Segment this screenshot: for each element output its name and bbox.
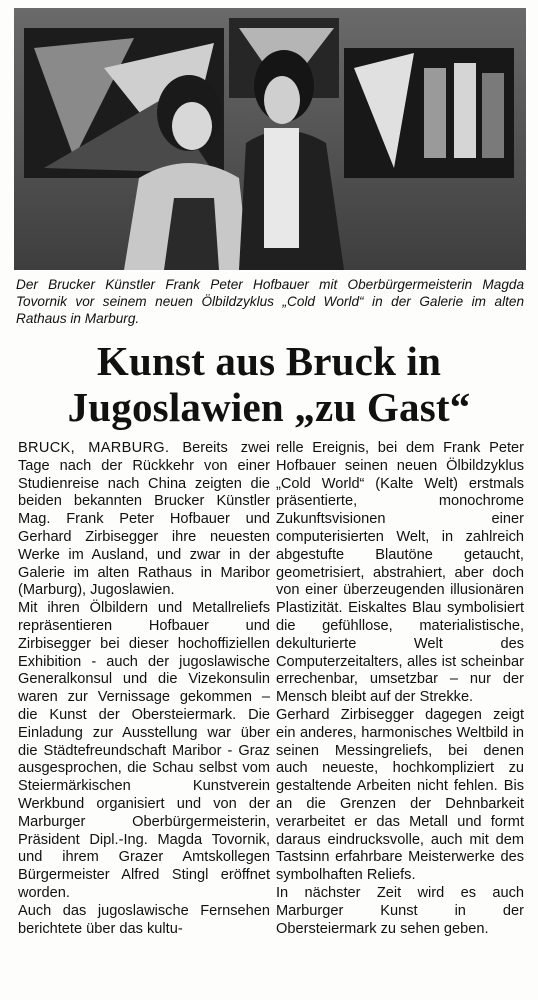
article-paragraph: In nächster Zeit wird es auch Marburger Kunst in der Obersteiermark zu sehen geben. — [276, 884, 524, 937]
article-headline — [0, 338, 538, 430]
headline-line-1: Kunst aus Bruck in — [96, 338, 442, 384]
article-photo — [14, 8, 526, 270]
dateline: BRUCK, MARBURG. — [18, 440, 170, 456]
article-paragraph: Mit ihren Ölbildern und Metallreliefs repräsentieren Hofbauer und Zirbisegger bei dieser hochoffiziellen Exhibition - auch der jugoslawische Generalkonsul und die Vizekonsulin waren zur Vernissage gekommen – die Kunst der Obersteiermark. Die Einladung zur Ausstellung war über die Städtefreundschaft Maribor - Graz ausgesprochen, die Schau selbst vom Steiermärkischen Kunstverein Werkbund organisiert und von der Marburger Oberbürgermeisterin, Präsident Dipl.-Ing. Magda Tovornik, und ihrem Grazer Amtskollegen Bürgermeister Alfred Stingl eröffnet worden. — [18, 600, 270, 901]
article-paragraph: relle Ereignis, bei dem Frank Peter Hofbauer seinen neuen Ölbildzyklus „Cold World“ (Kalte Welt) erstmals präsentierte, monochrome Zukunftsvisionen einer computerisierten Welt, in zahlreich abgestufte Blautöne getaucht, geometrisiert, abstrahiert, aber doch von einer überzeugenden illusionären Plastizität. Eiskaltes Blau symbolisiert die gefühllose, materialistische, dekulturierte Welt des Computerzeitalters, alles ist scheinbar errechenbar, umsetzbar – nur der Mensch bleibt auf der Strekke. — [276, 440, 524, 706]
headline-line-2: Jugoslawien „zu Gast“ — [67, 384, 471, 430]
article-column-right — [276, 440, 524, 938]
photo-artist-and-mayor-icon — [14, 8, 526, 270]
article-text: Bereits zwei Tage nach der Rückkehr von einer Studienreise nach China zeigten die beiden bekannten Brucker Künstler Mag. Frank Peter Hofbauer und Gerhard Zirbisegger ihre neuesten Werke im Ausland, und zwar in der Galerie im alten Rathaus in Maribor (Marburg), Jugoslawien. — [18, 440, 271, 599]
photo-caption — [16, 276, 524, 327]
article-paragraph: Auch das jugoslawische Fernsehen berichtete über das kultu- — [18, 902, 270, 937]
article-paragraph — [18, 440, 270, 600]
article-paragraph: Gerhard Zirbisegger dagegen zeigt ein anderes, harmonisches Weltbild in seinen Messingreliefs, bei denen auch neueste, hochkompliziert zu gestaltende Arbeiten nicht fehlen. Bis an die Grenzen der Dehnbarkeit verarbeitet er das Metall und formt daraus eindrucksvolle, auch mit dem Tastsinn erfahrbare Meisterwerke des symbolhaften Reliefs. — [276, 706, 524, 884]
article-column-left — [18, 440, 270, 938]
photo-caption-text: Der Brucker Künstler Frank Peter Hofbauer mit Oberbürgermeisterin Magda Tovornik vor seinem neuen Ölbildzyklus „Cold World“ in der Galerie im alten Rathaus in Marburg. — [16, 277, 524, 326]
